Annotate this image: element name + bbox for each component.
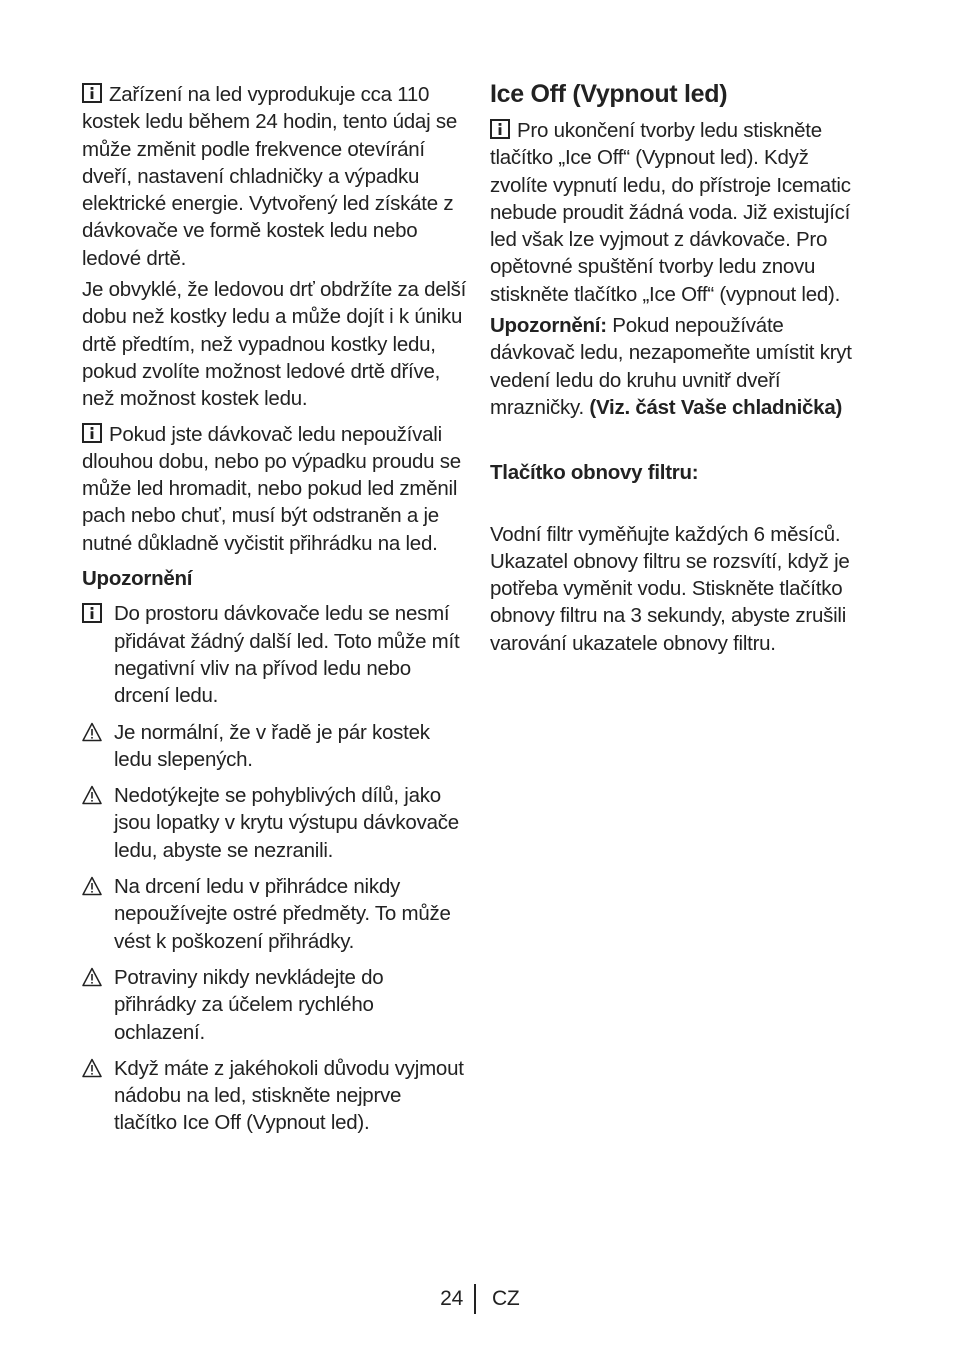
- left-column: [82, 81, 468, 1137]
- warning-triangle-icon: [82, 876, 102, 896]
- note-text: Pokud nepoužíváte dávkovač ledu, nezapomeňte umístit kryt vedení ledu do kruhu uvnitř dveří mrazničky.: [490, 314, 852, 419]
- info-text: Pokud jste dávkovač ledu nepoužívali dlouhou dobu, nebo po výpadku proudu se může led hromadit, nebo pokud led změnil pach nebo chuť, musí být odstraněn a je nutné důkladně vyčistit přihrádku na led.: [82, 422, 461, 555]
- info-paragraph-ice-off: [490, 117, 870, 308]
- info-icon: [490, 119, 510, 139]
- language-code: CZ: [492, 1287, 520, 1310]
- info-paragraph-ice-capacity: [82, 81, 468, 272]
- list-item: [82, 600, 468, 709]
- page-footer: [0, 1284, 954, 1316]
- list-item-text: Potraviny nikdy nevkládejte do přihrádky za účelem rychlého ochlazení.: [114, 965, 384, 1044]
- note-label: Upozornění:: [490, 314, 607, 338]
- paragraph-crushed-ice: Je obvyklé, že ledovou drť obdržíte za delší dobu než kostky ledu a může dojít i k úniku drtě předtím, než vypadnou kostky ledu, pokud zvolíte možnost ledové drtě dříve, než možnost kostek ledu.: [82, 278, 467, 411]
- warning-triangle-icon: [82, 967, 102, 987]
- warning-heading: Upozornění: [82, 567, 193, 591]
- info-icon: [82, 603, 102, 623]
- list-item: [82, 782, 468, 864]
- warning-triangle-icon: [82, 785, 102, 805]
- list-item: [82, 873, 468, 955]
- paragraph-filter-reset: Vodní filtr vyměňujte každých 6 měsíců. Ukazatel obnovy filtru se rozsvítí, když je potřeba vyměnit vodu. Stiskněte tlačítko obnovy filtru na 3 sekundy, abyste zrušili varování ukazatele obnovy filtru.: [490, 522, 850, 655]
- list-item: [82, 719, 468, 774]
- warning-triangle-icon: [82, 1058, 102, 1078]
- info-paragraph-long-unused: [82, 421, 468, 557]
- info-icon: [82, 83, 102, 103]
- page-number: 24: [440, 1287, 463, 1310]
- list-item: [82, 964, 468, 1046]
- list-item-text: Je normální, že v řadě je pár kostek ledu slepených.: [114, 720, 430, 771]
- list-item: [82, 1055, 468, 1137]
- subheading-filter-reset: Tlačítko obnovy filtru:: [490, 461, 699, 485]
- list-item-text: Na drcení ledu v přihrádce nikdy nepoužívejte ostré předměty. To může vést k poškození přihrádky.: [114, 875, 451, 953]
- list-item-text: Když máte z jakéhokoli důvodu vyjmout nádobu na led, stiskněte nejprve tlačítko Ice Off (Vypnout led).: [114, 1056, 464, 1135]
- footer-divider: [474, 1284, 476, 1314]
- list-item-text: Nedotýkejte se pohyblivých dílů, jako jsou lopatky v krytu výstupu dávkovače ledu, abyste se nezranili.: [114, 784, 459, 862]
- warning-triangle-icon: [82, 722, 102, 742]
- right-column: [490, 81, 870, 657]
- note-reference: (Viz. část Vaše chladnička): [589, 395, 843, 419]
- list-item-text: Do prostoru dávkovače ledu se nesmí přidávat žádný další led. Toto může mít negativní vliv na přívod ledu nebo drcení ledu.: [114, 602, 460, 708]
- info-text: Zařízení na led vyprodukuje cca 110 kostek ledu během 24 hodin, tento údaj se může změnit podle frekvence otevírání dveří, nastavení chladničky a výpadku elektrické energie. Vytvořený led získáte z dávkovače ve formě kostek ledu nebo ledové drtě.: [82, 83, 457, 270]
- note-paragraph: [490, 312, 870, 421]
- section-heading-ice-off: Ice Off (Vypnout led): [490, 80, 728, 108]
- info-icon: [82, 423, 102, 443]
- info-text: Pro ukončení tvorby ledu stiskněte tlačítko „Ice Off“ (Vypnout led). Když zvolíte vypnutí ledu, do přístroje Icematic nebude proudit žádná voda. Již existující led však lze vyjmout z dávkovače. Pro opětovné spuštění tvorby ledu znovu stiskněte tlačítko „Ice Off“ (vypnout led).: [490, 119, 851, 306]
